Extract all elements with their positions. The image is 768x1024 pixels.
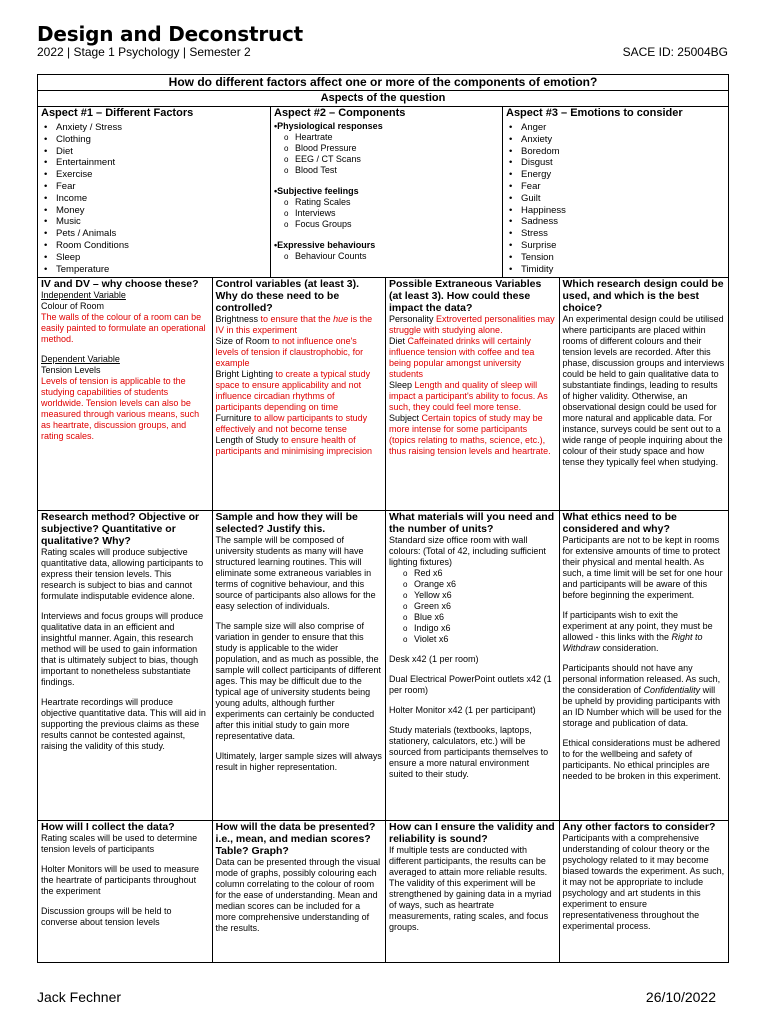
sample-paragraph: Ultimately, larger sample sizes will always result in higher representation. bbox=[215, 751, 382, 772]
list-item: o Red x6 bbox=[403, 568, 556, 579]
collect-paragraph: Rating scales will be used to determine tension levels of participants bbox=[41, 833, 198, 854]
list-item: • Stress bbox=[509, 228, 725, 240]
other-heading: Any other factors to consider? bbox=[562, 821, 716, 833]
aspect-1-title: Aspect #1 – Different Factors bbox=[41, 107, 194, 119]
ethics-paragraph bbox=[563, 663, 726, 729]
collect-heading: How will I collect the data? bbox=[41, 821, 175, 833]
collect-paragraph: Holter Monitors will be used to measure the heartrate of participants throughout the experiment bbox=[41, 864, 200, 896]
extraneous-variable: Sleep bbox=[389, 380, 413, 390]
list-item: o Interviews bbox=[284, 208, 499, 219]
sample-heading: Sample and how they will be selected? Justify this. bbox=[215, 511, 358, 535]
presentation-cell bbox=[212, 821, 386, 962]
control-reason-emphasis: hue bbox=[333, 314, 349, 324]
ethics-text: If participants wish to exit the experiment at any point, they must be allowed - this links with the bbox=[562, 610, 713, 642]
list-item: • Timidity bbox=[509, 264, 725, 276]
ivdv-heading: IV and DV – why choose these? bbox=[41, 278, 199, 290]
other-body: Participants with a comprehensive understanding of colour theory or the psychology related to it may become biased towards the experiment. As such, it may not be appropriate to include psychology and art students in this experiment to ensure representativeness throughout the experimental process. bbox=[562, 833, 725, 931]
list-item: • Temperature bbox=[44, 264, 267, 276]
list-item: • Disgust bbox=[509, 157, 725, 169]
list-item: o Yellow x6 bbox=[403, 590, 556, 601]
ethics-paragraph bbox=[563, 610, 726, 654]
ethics-paragraph: Ethical considerations must be adhered to for the wellbeing and safety of participants. No ethical principles are needed to be broken in this experiment. bbox=[562, 738, 721, 781]
list-item: o Blood Test bbox=[284, 165, 499, 176]
control-variable: Length of Study bbox=[215, 435, 279, 445]
aspect-1-column bbox=[38, 107, 270, 277]
ethics-paragraph: Participants are not to be kept in rooms for extensive amounts of time to protect their physical and mental health. As such, a time limit will be set for one hour and participants will be aware of this before beginning the experiment. bbox=[562, 535, 723, 600]
list-item: • Anger bbox=[509, 122, 725, 134]
collect-paragraph: Discussion groups will be held to converse about tension levels bbox=[41, 906, 172, 927]
sample-paragraph: The sample will be composed of university students as many will have structured learning routines. This will eliminate some extraneous variables in terms of cognitive behaviour, and this source of participants also allows for the easy selection of individuals. bbox=[215, 535, 376, 611]
list-item: • Fear bbox=[509, 181, 725, 193]
control-variable: Furniture bbox=[215, 413, 252, 423]
list-item: • Boredom bbox=[509, 146, 725, 158]
validity-body: If multiple tests are conducted with different participants, the results can be averaged to attain more reliable results. The validity of this experiment will be strengthened by gaining data in a myriad of ways, such as heartrate measurements, rating scales, and focus groups. bbox=[389, 845, 552, 932]
control-reason: is the IV in this experiment bbox=[215, 314, 373, 335]
list-item: o Violet x6 bbox=[403, 634, 556, 645]
control-item bbox=[216, 435, 383, 457]
list-item: • Anxiety / Stress bbox=[44, 122, 267, 134]
list-item: o Green x6 bbox=[403, 601, 556, 612]
list-item: • Guilt bbox=[509, 193, 725, 205]
control-reason: to allow participants to study effectively and not become tense bbox=[215, 413, 368, 434]
research-question: How do different factors affect one or more of the components of emotion? bbox=[38, 75, 728, 91]
extraneous-variable: Subject bbox=[389, 413, 420, 423]
list-item: o Focus Groups bbox=[284, 219, 499, 230]
materials-intro: Standard size office room with wall colours: (Total of 42, including sufficient lighting fixtures) bbox=[389, 535, 546, 567]
list-item: • Happiness bbox=[509, 205, 725, 217]
document-subtitle: 2022 | Stage 1 Psychology | Semester 2 bbox=[37, 45, 251, 59]
materials-heading: What materials will you need and the number of units? bbox=[389, 511, 555, 535]
control-variable: Brightness bbox=[215, 314, 259, 324]
ethics-text: will be upheld by providing participants with an ID Number which will be used for the storage and publication of data. bbox=[562, 685, 722, 728]
sample-cell bbox=[212, 511, 386, 820]
list-item: • Music bbox=[44, 216, 267, 228]
method-heading: Research method? Objective or subjective? Quantitative or qualitative? Why? bbox=[41, 511, 200, 547]
extraneous-reason: Extroverted personalities may struggle with studying alone. bbox=[389, 314, 555, 335]
method-paragraph: Heartrate recordings will produce objective quantitative data. This will aid in supporting the previous claims as these results cannot be contested against, raising the validity of this study. bbox=[41, 697, 206, 751]
expressive-heading: • Expressive behaviours bbox=[274, 240, 499, 251]
materials-study: Study materials (textbooks, laptops, stationery, calculators, etc.) will be sourced from participants themselves to ensure a more natural environment suited to their study. bbox=[389, 725, 549, 779]
research-design-cell bbox=[559, 278, 729, 510]
aspect-2-title: Aspect #2 – Components bbox=[274, 107, 406, 119]
control-item bbox=[216, 336, 383, 369]
subjective-heading: • Subjective feelings bbox=[274, 186, 499, 197]
sace-id: SACE ID: 25004BG bbox=[622, 45, 728, 59]
design-table bbox=[37, 74, 729, 963]
extraneous-reason: Certain topics of study may be more intense for some participants (topics relating to maths, science, etc.), thus raising tension levels and heartrate. bbox=[389, 413, 551, 456]
aspect-3-title: Aspect #3 – Emotions to consider bbox=[506, 107, 683, 119]
subjective-list bbox=[274, 197, 499, 230]
list-item: • Fear bbox=[44, 181, 267, 193]
aspects-heading: Aspects of the question bbox=[38, 91, 728, 107]
method-paragraph: Rating scales will produce subjective quantitative data, allowing participants to express their tension levels. This research is subject to bias and cannot formulate indisputable evidence alone. bbox=[41, 547, 204, 601]
aspect-2-column bbox=[270, 107, 502, 277]
extraneous-variable: Personality bbox=[389, 314, 434, 324]
extraneous-variable: Diet bbox=[389, 336, 406, 346]
list-item: o Blue x6 bbox=[403, 612, 556, 623]
dv-label: Dependent Variable bbox=[41, 354, 120, 364]
materials-outlets: Dual Electrical PowerPoint outlets x42 (1 per room) bbox=[389, 674, 552, 695]
expressive-list bbox=[274, 251, 499, 262]
aspects-row bbox=[38, 107, 728, 278]
list-item: • Tension bbox=[509, 252, 725, 264]
list-item: • Anxiety bbox=[509, 134, 725, 146]
design-heading: Which research design could be used, and which is the best choice? bbox=[562, 278, 724, 314]
list-item: • Income bbox=[44, 193, 267, 205]
control-reason: to not influence one's levels of tension if claustrophobic, for example bbox=[215, 336, 364, 368]
list-item: • Room Conditions bbox=[44, 240, 267, 252]
research-method-cell bbox=[38, 511, 212, 820]
row-method bbox=[38, 511, 728, 821]
extraneous-reason: Caffeinated drinks will certainly influence tension with coffee and tea being popular amongst university students bbox=[389, 336, 535, 379]
document-title: Design and Deconstruct bbox=[37, 22, 304, 46]
iv-label: Independent Variable bbox=[41, 290, 126, 300]
list-item: o Heartrate bbox=[284, 132, 499, 143]
document-date: 26/10/2022 bbox=[645, 989, 716, 1005]
design-body: An experimental design could be utilised where participants are placed within rooms of different colours and their tension levels are recorded. After this phase, discussion groups and interviews could be held to gain qualitative data to substantiate findings, leading to results of higher validity. Otherwise, an observational design could be used for more natural and applicable data. For instance, surveys could be sent out to a wide range of people inquiring about the colour of their study space and how tense they typically feel when studying. bbox=[562, 314, 725, 467]
physiological-heading: • Physiological responses bbox=[274, 121, 499, 132]
materials-holter: Holter Monitor x42 (1 per participant) bbox=[389, 705, 536, 715]
list-item: o EEG / CT Scans bbox=[284, 154, 499, 165]
iv-value: Colour of Room bbox=[41, 301, 105, 311]
ethics-cell bbox=[559, 511, 729, 820]
list-item: o Behaviour Counts bbox=[284, 251, 499, 262]
list-item: • Energy bbox=[509, 169, 725, 181]
extraneous-item bbox=[389, 336, 556, 380]
collect-data-cell bbox=[38, 821, 212, 962]
control-item bbox=[216, 369, 383, 413]
ivdv-cell bbox=[38, 278, 212, 510]
extraneous-reason: Length and quality of sleep will impact a participant's ability to focus. As such, they could feel more tense. bbox=[389, 380, 548, 412]
control-item bbox=[216, 413, 383, 435]
extraneous-item bbox=[389, 314, 556, 336]
physiological-list bbox=[274, 132, 499, 176]
aspect-3-column bbox=[502, 107, 728, 277]
list-item: o Blood Pressure bbox=[284, 143, 499, 154]
dv-reason: Levels of tension is applicable to the studying capabilities of students worldwide. Tension levels can also be measured through various means, such as heartrate, discussion groups, and rating scales. bbox=[41, 376, 200, 441]
present-heading: How will the data be presented? i.e., mean, and median scores? Table? Graph? bbox=[215, 821, 376, 857]
other-factors-cell bbox=[559, 821, 729, 962]
ethics-text: consideration. bbox=[599, 643, 659, 653]
control-reason: to create a typical study space to ensure applicability and not influence circadian rhythms of participants depending on time bbox=[215, 369, 371, 412]
aspect-1-list bbox=[41, 122, 267, 275]
control-reason: to ensure health of participants and minimising imprecision bbox=[215, 435, 373, 456]
materials-desk: Desk x42 (1 per room) bbox=[389, 654, 479, 664]
ethics-term: Right to Withdraw bbox=[562, 632, 703, 653]
ethics-term: Confidentiality bbox=[643, 685, 701, 695]
extraneous-variables-cell bbox=[385, 278, 559, 510]
control-variables-cell bbox=[212, 278, 386, 510]
extraneous-item bbox=[389, 413, 556, 457]
list-item: o Rating Scales bbox=[284, 197, 499, 208]
ethics-text: Participants should not have any personal information released. As such, the consideration of bbox=[562, 663, 721, 695]
ethics-heading: What ethics need to be considered and why? bbox=[562, 511, 677, 535]
dv-value: Tension Levels bbox=[41, 365, 101, 375]
list-item: • Sleep bbox=[44, 252, 267, 264]
control-heading: Control variables (at least 3). Why do these need to be controlled? bbox=[215, 278, 360, 314]
row-variables bbox=[38, 278, 728, 511]
control-variable: Size of Room bbox=[215, 336, 270, 346]
list-item: • Entertainment bbox=[44, 157, 267, 169]
list-item: • Diet bbox=[44, 146, 267, 158]
control-variable: Bright Lighting bbox=[215, 369, 274, 379]
control-item bbox=[216, 314, 383, 336]
method-paragraph: Interviews and focus groups will produce qualitative data in an efficient and insightful manner. Again, this research method will be used to gain information that is ultimately subject to bias, though important to nonetheless substantiate findings. bbox=[41, 611, 204, 687]
list-item: • Money bbox=[44, 205, 267, 217]
list-item: • Pets / Animals bbox=[44, 228, 267, 240]
sample-paragraph: The sample size will also comprise of variation in gender to ensure that this study is applicable to the wider population, and as much as possible, the sample will collect participants of different ages. This may be difficult due to the typical age of university students being young adults, although further experiments can certainly be conducted after this initial study to gain more representative data. bbox=[215, 621, 381, 741]
list-item: o Indigo x6 bbox=[403, 623, 556, 634]
aspect-3-list bbox=[506, 122, 725, 275]
iv-reason: The walls of the colour of a room can be easily painted to formulate an operational method. bbox=[41, 312, 206, 344]
validity-cell bbox=[385, 821, 559, 962]
list-item: o Orange x6 bbox=[403, 579, 556, 590]
list-item: • Surprise bbox=[509, 240, 725, 252]
list-item: • Exercise bbox=[44, 169, 267, 181]
author-name: Jack Fechner bbox=[37, 989, 122, 1005]
list-item: • Sadness bbox=[509, 216, 725, 228]
control-reason: to ensure that the bbox=[258, 314, 334, 324]
present-body: Data can be presented through the visual mode of graphs, possibly colouring each column correlating to the colour of room for the ease of understanding. Mean and median scores can be included for a more comprehensive understanding of the results. bbox=[215, 857, 381, 933]
validity-heading: How can I ensure the validity and reliability is sound? bbox=[389, 821, 555, 845]
materials-cell bbox=[385, 511, 559, 820]
row-data bbox=[38, 821, 728, 962]
list-item: • Clothing bbox=[44, 134, 267, 146]
room-colour-list bbox=[389, 568, 556, 645]
extraneous-heading: Possible Extraneous Variables (at least 3). How could these impact the data? bbox=[389, 278, 542, 314]
extraneous-item bbox=[389, 380, 556, 413]
